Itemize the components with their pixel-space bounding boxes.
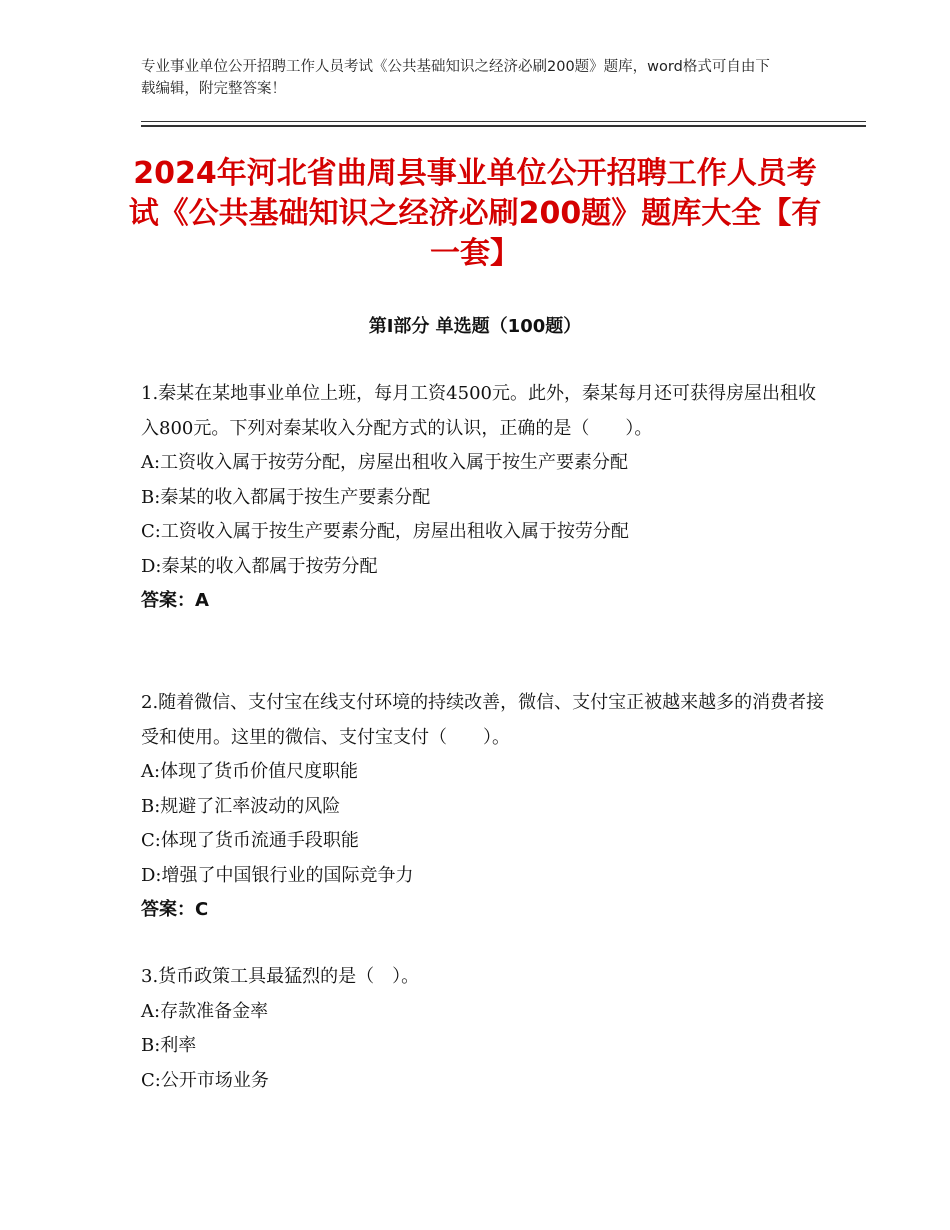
answer-value: C <box>195 899 209 920</box>
question-stem: 3.货币政策工具最猛烈的是（ ）。 <box>141 966 420 987</box>
header-divider-bottom <box>141 125 866 127</box>
option-b: B:秦某的收入都属于按生产要素分配 <box>141 486 431 508</box>
answer-label: 答案： <box>141 590 195 611</box>
option-a: A:工资收入属于按劳分配，房屋出租收入属于按生产要素分配 <box>141 452 629 473</box>
option-c: C:体现了货币流通手段职能 <box>141 830 359 851</box>
header-divider-top <box>141 121 866 122</box>
document-title: 2024年河北省曲周县事业单位公开招聘工作人员考试《公共基础知识之经济必刷200题》题库大全【有一套】 <box>128 156 822 271</box>
question-2 <box>141 686 831 928</box>
option-a: A:存款准备金率 <box>141 1000 269 1022</box>
option-c: C:工资收入属于按生产要素分配，房屋出租收入属于按劳分配 <box>141 521 629 542</box>
option-d: D:秦某的收入都属于按劳分配 <box>141 555 378 577</box>
answer-label: 答案： <box>141 899 195 920</box>
section-title: 第Ⅰ部分 单选题（100题） <box>368 316 582 337</box>
question-1 <box>141 377 831 619</box>
answer-value: A <box>195 590 209 611</box>
question-stem: 1.秦某在某地事业单位上班，每月工资4500元。此外，秦某每月还可获得房屋出租收入800元。下列对秦某收入分配方式的认识，正确的是（ ）。 <box>141 383 816 439</box>
option-d: D:增强了中国银行业的国际竞争力 <box>141 864 414 886</box>
answer-line <box>141 893 831 928</box>
option-c: C:公开市场业务 <box>141 1069 269 1091</box>
question-3 <box>141 960 831 1098</box>
option-b: B:利率 <box>141 1035 197 1056</box>
answer-line <box>141 584 831 619</box>
option-b: B:规避了汇率波动的风险 <box>141 795 341 817</box>
option-a: A:体现了货币价值尺度职能 <box>141 761 359 782</box>
header-note: 专业事业单位公开招聘工作人员考试《公共基础知识之经济必刷200题》题库，word格式可自由下载编辑，附完整答案！ <box>141 59 770 97</box>
question-stem: 2.随着微信、支付宝在线支付环境的持续改善，微信、支付宝正被越来越多的消费者接受和使用。这里的微信、支付宝支付（ ）。 <box>141 692 825 748</box>
